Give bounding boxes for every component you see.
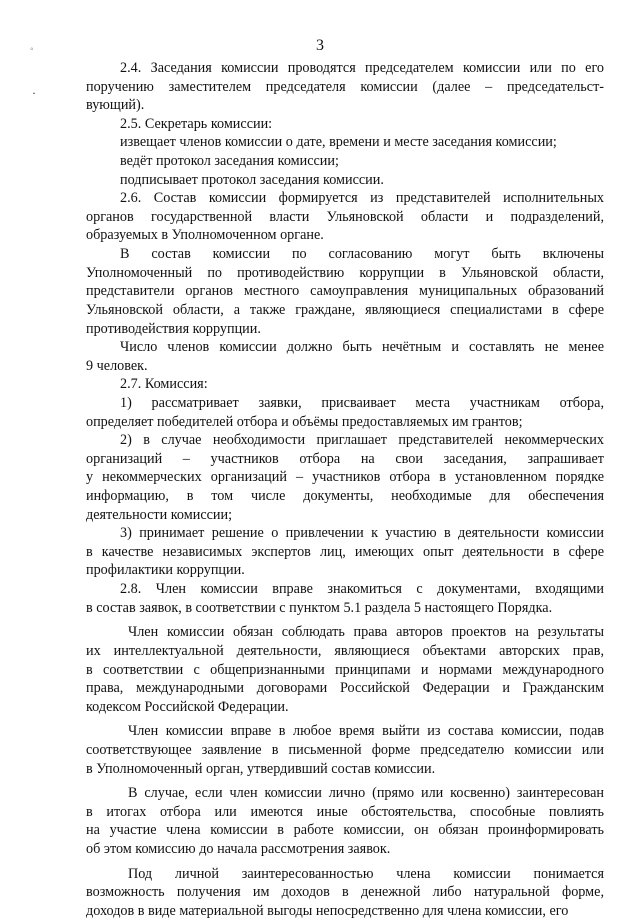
- document-body: [86, 59, 604, 920]
- paragraph-p2-8c: [86, 722, 604, 778]
- text-line: в соответствии с общепризнанными принципами и нормами международного: [86, 661, 604, 678]
- text-line: В состав комиссии по согласованию могут быть включены: [120, 246, 604, 263]
- text-line: их интеллектуальной деятельности, являющиеся объектами авторских прав,: [86, 642, 604, 659]
- text-line: противодействия коррупции.: [86, 320, 261, 337]
- text-line: определяет победителей отбора и объёмы предоставляемых им грантов;: [86, 413, 523, 430]
- text-line: в Уполномоченный орган, утвердивший состав комиссии.: [86, 760, 436, 777]
- paragraph-p2-5c: [86, 171, 604, 190]
- text-line: подписывает протокол заседания комиссии.: [120, 171, 384, 188]
- text-line: образуемых в Уполномоченном органе.: [86, 227, 324, 244]
- paragraph-p2-8d: [86, 784, 604, 858]
- text-line: органов государственной власти Ульяновской области и подразделений,: [86, 208, 604, 225]
- text-line: возможность получения им доходов в денежной либо натуральной форме,: [86, 884, 604, 901]
- text-line: ведёт протокол заседания комиссии;: [120, 153, 339, 170]
- text-line: 2.8. Член комиссии вправе знакомиться с документами, входящими: [120, 581, 604, 598]
- text-line: Число членов комиссии должно быть нечётным и составлять не менее: [120, 339, 604, 356]
- text-line: организаций – участников отбора на свои заседания, запрашивает: [86, 450, 604, 467]
- text-line: профилактики коррупции.: [86, 562, 245, 579]
- paragraph-p2-6c: [86, 338, 604, 375]
- text-line: на участие члена комиссии в работе комиссии, он обязан проинформировать: [86, 822, 604, 839]
- text-line: В случае, если член комиссии лично (прямо или косвенно) заинтересован: [128, 785, 604, 802]
- text-line: деятельности комиссии;: [86, 506, 233, 523]
- paragraph-p2-8: [86, 580, 604, 617]
- paragraph-p2-5a: [86, 133, 604, 152]
- text-line: соответствующее заявление в письменной форме председателю комиссии или: [86, 741, 604, 758]
- paragraph-p2-6: [86, 189, 604, 245]
- scan-speck: ·: [32, 86, 36, 100]
- text-line: у некоммерческих организаций – участников отбора в установленном порядке: [86, 469, 604, 486]
- text-line: информацию, в том числе документы, необходимые для обеспечения: [86, 488, 604, 505]
- text-line: 9 человек.: [86, 357, 148, 374]
- text-line: Ульяновской области, а также граждане, являющиеся специалистами в сфере: [86, 301, 604, 318]
- text-line: 2.4. Заседания комиссии проводятся председателем комиссии или по его: [120, 60, 604, 76]
- paragraph-p2-8b: [86, 623, 604, 716]
- text-line: кодексом Российской Федерации.: [86, 698, 289, 715]
- text-line: 2) в случае необходимости приглашает представителей некоммерческих: [120, 432, 604, 449]
- paragraph-p2-5: [86, 115, 604, 134]
- paragraph-p2-4: [86, 59, 604, 115]
- text-line: Член комиссии обязан соблюдать права авторов проектов на результаты: [128, 624, 604, 641]
- paragraph-p2-7: [86, 375, 604, 394]
- text-line: 3) принимает решение о привлечении к участию в деятельности комиссии: [120, 525, 604, 542]
- text-line: 2.6. Состав комиссии формируется из представителей исполнительных: [120, 190, 604, 207]
- text-line: Уполномоченный по противодействию коррупции в Ульяновской области,: [86, 264, 604, 281]
- text-line: представители органов местного самоуправления муниципальных образований: [86, 283, 604, 300]
- text-line: Под личной заинтересованностью члена комиссии понимается: [128, 865, 604, 882]
- page-number: 3: [316, 37, 324, 54]
- scan-speck: ◦: [30, 44, 34, 55]
- text-line: права, международными договорами Российской Федерации и Гражданским: [86, 680, 604, 697]
- text-line: в итогах отбора или имеются иные обстоятельства, способные повлиять: [86, 803, 604, 820]
- paragraph-p2-5b: [86, 152, 604, 171]
- paragraph-p2-7-3: [86, 524, 604, 580]
- text-line: доходов в виде материальной выгоды непосредственно для члена комиссии, его: [86, 902, 569, 919]
- text-line: 2.5. Секретарь комиссии:: [120, 115, 273, 132]
- paragraph-p2-7-2: [86, 431, 604, 524]
- text-line: Член комиссии вправе в любое время выйти из состава комиссии, подав: [128, 723, 604, 740]
- text-line: об этом комиссию до начала рассмотрения заявок.: [86, 840, 391, 857]
- text-line: 1) рассматривает заявки, присваивает места участникам отбора,: [120, 394, 604, 411]
- text-line: 2.7. Комиссия:: [120, 376, 208, 393]
- text-line: вующий).: [86, 97, 145, 114]
- paragraph-p2-7-1: [86, 394, 604, 431]
- text-line: поручению заместителем председателя комиссии (далее – председательст-: [86, 78, 604, 95]
- text-line: в состав заявок, в соответствии с пунктом 5.1 раздела 5 настоящего Порядка.: [86, 599, 553, 616]
- paragraph-p2-6b: [86, 245, 604, 338]
- text-line: извещает членов комиссии о дате, времени и месте заседания комиссии;: [120, 134, 557, 151]
- paragraph-p2-8e: [86, 865, 604, 920]
- text-line: в качестве независимых экспертов лиц, имеющих опыт деятельности в сфере: [86, 543, 604, 560]
